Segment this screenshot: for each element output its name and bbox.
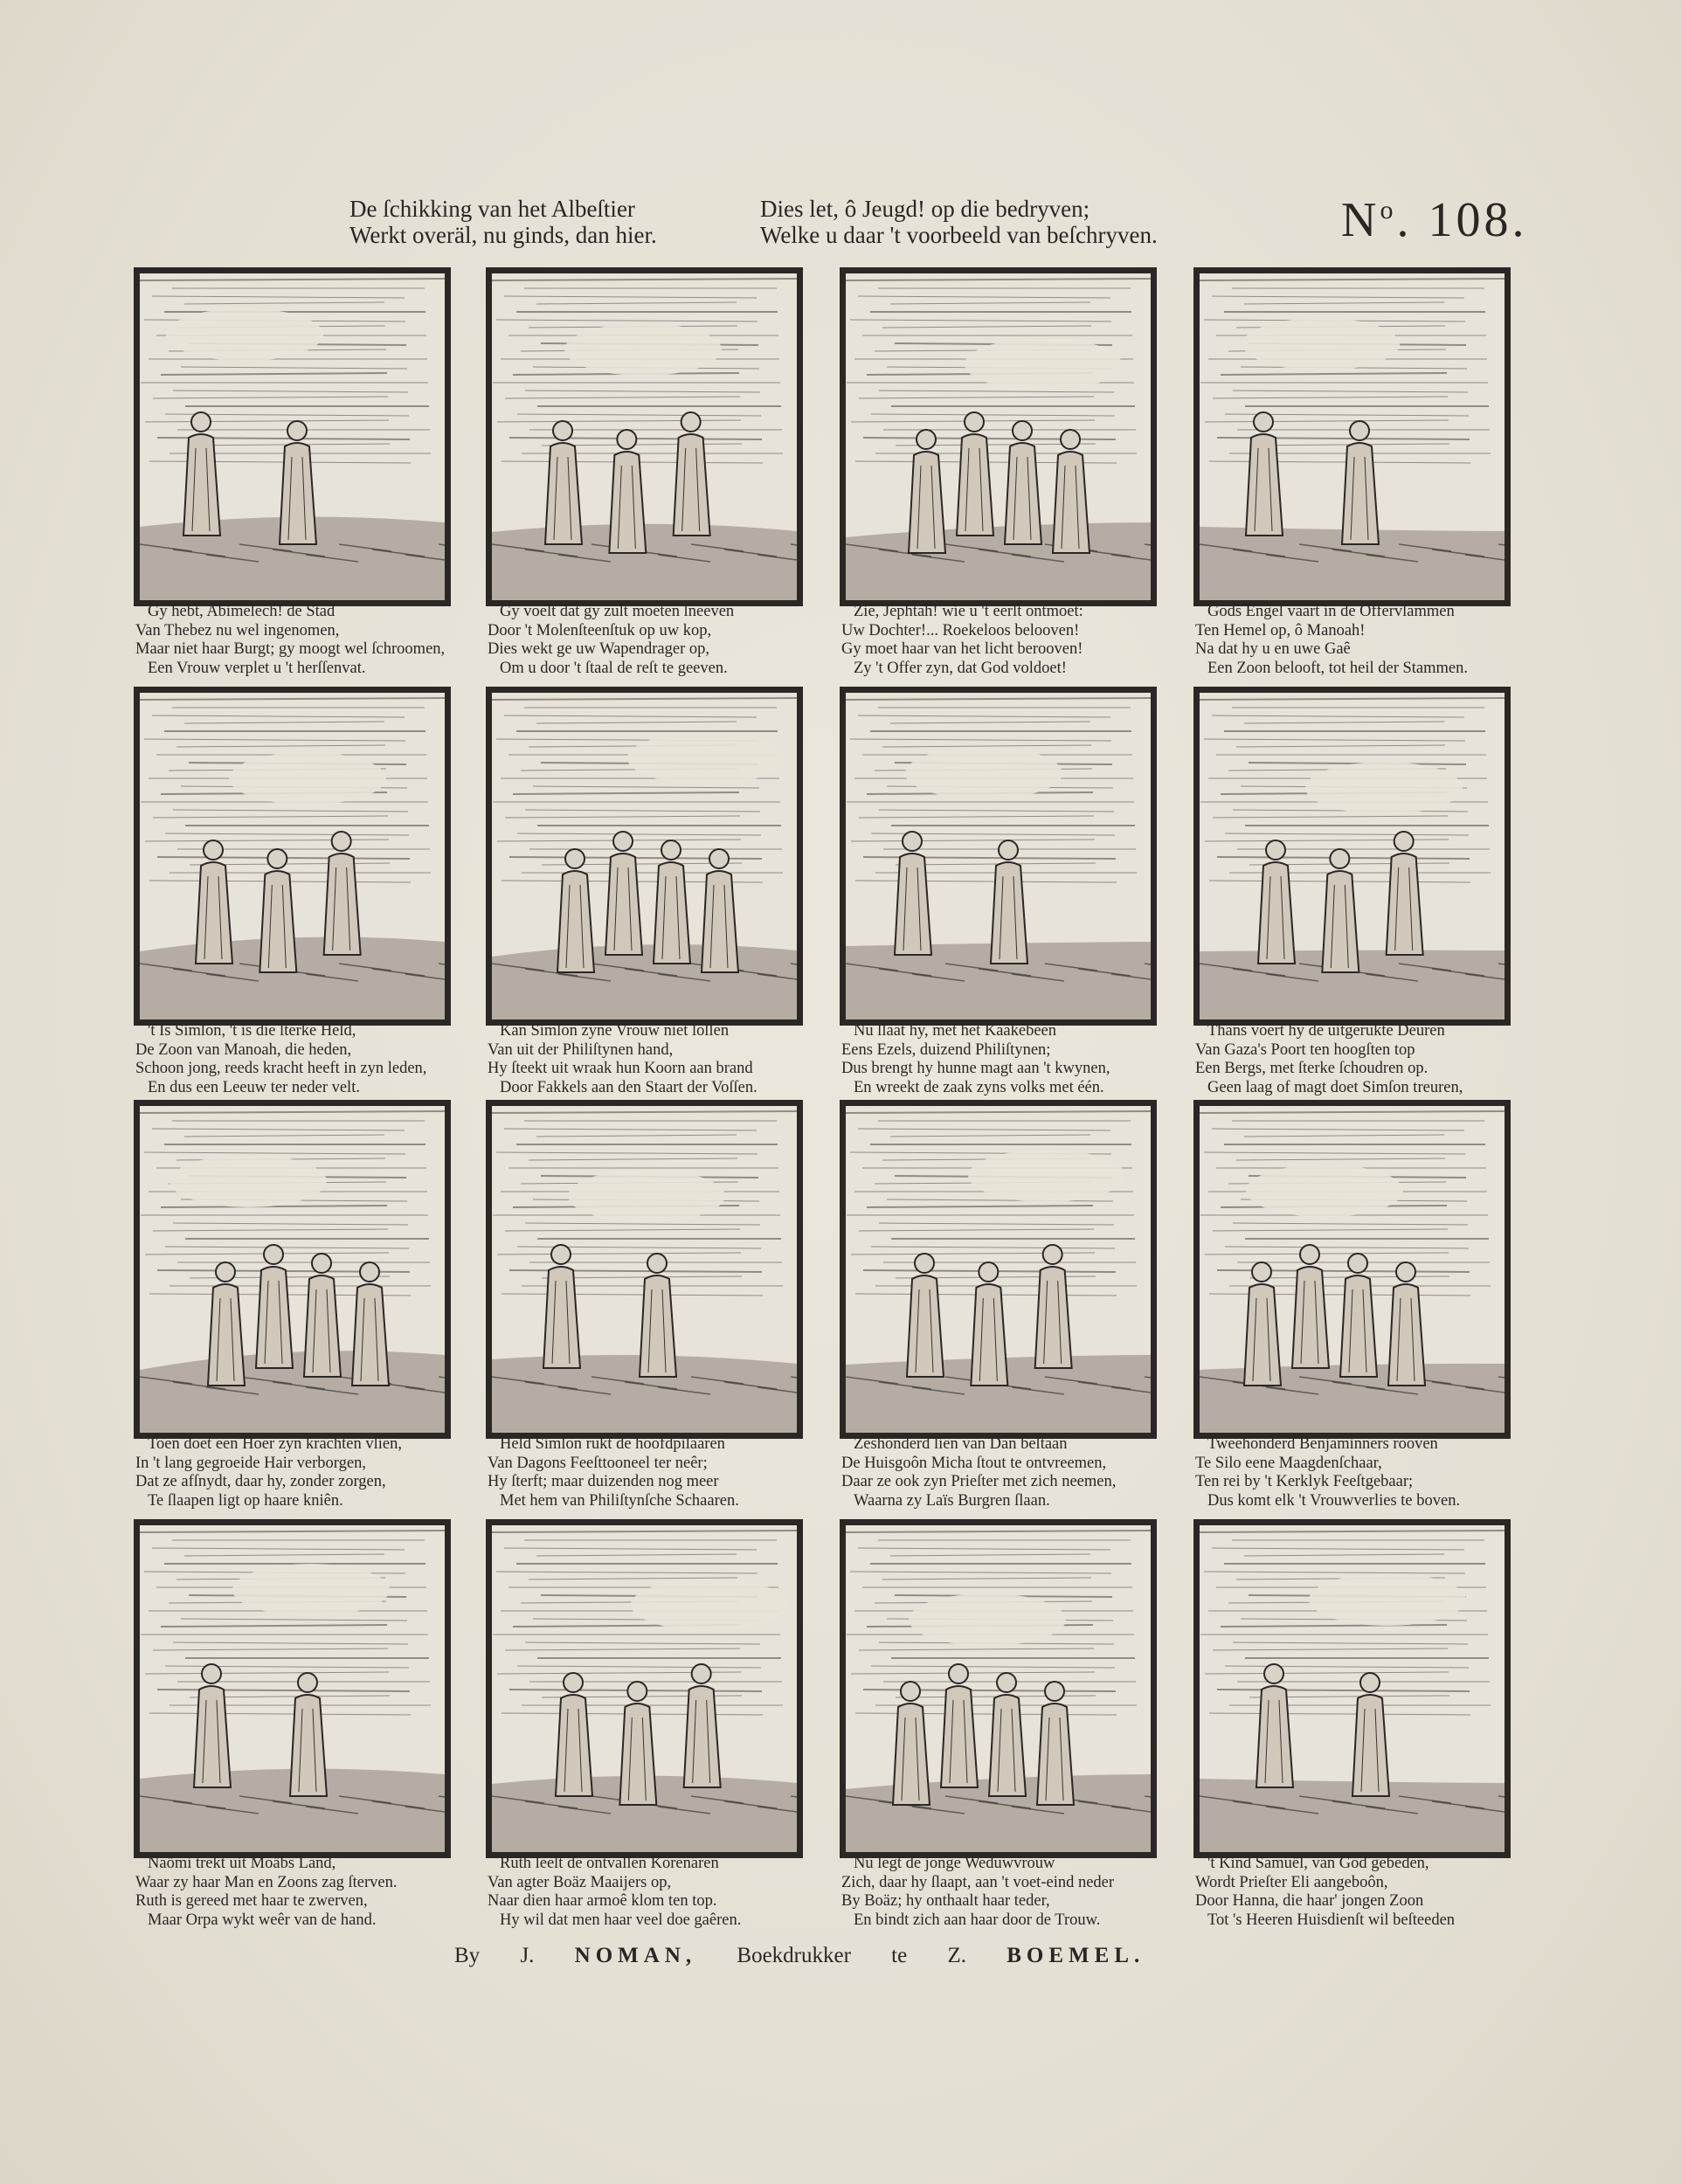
verse-line: Dies wekt ge uw Wapendrager op,	[488, 640, 710, 658]
woodcut-illustration	[486, 1100, 803, 1439]
imprint-te: te	[891, 1944, 908, 1967]
woodcut-illustration	[134, 1100, 451, 1439]
verse-line: Gods Engel vaart in de Offervlammen	[1207, 603, 1455, 620]
woodcut-illustration	[1193, 687, 1511, 1026]
woodcut-illustration	[840, 1100, 1157, 1439]
verse-line: 't Kind Samuël, van God gebeden,	[1207, 1855, 1429, 1872]
verse-line: Maar Orpa wykt weêr van de hand.	[148, 1911, 377, 1929]
verse-line: Van Thebez nu wel ingenomen,	[135, 621, 340, 639]
verse-caption	[1195, 1855, 1527, 1930]
verse-line: Dus brengt hy hunne magt aan 't kwynen,	[841, 1060, 1110, 1077]
verse-line: Een Bergs, met ſterke ſchoudren op.	[1195, 1060, 1429, 1077]
verse-line: Van agter Boäz Maaijers op,	[488, 1873, 672, 1891]
verse-line: Van uit der Philiſtynen hand,	[488, 1040, 674, 1059]
verse-caption	[488, 603, 820, 678]
verse-caption	[1195, 1435, 1527, 1510]
verse-line: Een Zoon belooft, tot heil der Stammen.	[1207, 659, 1468, 677]
verse-caption	[135, 1435, 467, 1510]
woodcut-illustration	[486, 1519, 803, 1858]
verse-caption	[488, 1435, 820, 1510]
imprint-initial: J.	[520, 1944, 535, 1967]
verse-line: Kan Simſon zyne Vrouw niet loſſen	[500, 1022, 730, 1040]
verse-line: Held Simſon rukt de hoofdpilaaren	[500, 1435, 725, 1453]
verse-line: Ruth leeſt de ontvallen Korenâren	[500, 1855, 719, 1872]
verse-line: Nu legt de jonge Weduwvrouw	[854, 1855, 1055, 1872]
verse-line: Van Gaza's Poort ten hoogſten top	[1195, 1040, 1415, 1059]
verse-line: Gy voelt dat gy zult moeten ſneeven	[500, 603, 735, 620]
verse-line: Een Vrouw verplet u 't herſſenvat.	[148, 659, 366, 677]
verse-caption	[135, 1855, 467, 1930]
verse-line: Te Silo eene Maagdenſchaar,	[1195, 1454, 1382, 1472]
verse-line: In 't lang gegroeide Hair verborgen,	[135, 1454, 366, 1472]
verse-line: Zy 't Offer zyn, dat God voldoet!	[854, 659, 1067, 677]
verse-line: Naar dien haar armoê klom ten top.	[488, 1892, 717, 1910]
woodcut-illustration	[840, 267, 1157, 606]
number-prefix: N	[1341, 193, 1380, 247]
woodcut-illustration	[1193, 1519, 1511, 1858]
woodcut-illustration	[486, 267, 803, 606]
verse-line: Thans voert hy de uitgerukte Deuren	[1207, 1022, 1445, 1040]
verse-line: Zie, Jephtah! wie u 't eerſt ontmoet:	[854, 603, 1083, 620]
verse-line: Schoon jong, reeds kracht heeft in zyn leden,	[135, 1060, 427, 1077]
verse-caption	[135, 603, 467, 678]
verse-caption	[841, 1855, 1173, 1930]
woodcut-illustration	[134, 1519, 451, 1858]
verse-line: Dus komt elk 't Vrouwverlies te boven.	[1207, 1491, 1461, 1510]
verse-line: Door Hanna, die haar' jongen Zoon	[1195, 1892, 1424, 1910]
imprint-trade: Boekdrukker	[737, 1944, 851, 1967]
verse-caption	[135, 1022, 467, 1097]
number-sup: o	[1380, 196, 1397, 225]
verse-line: Ruth is gereed met haar te zwerven,	[135, 1892, 368, 1910]
verse-line: De ſchikking van het Albeſtier	[349, 196, 635, 222]
woodcut-illustration	[134, 267, 451, 606]
verse-line: Maar niet haar Burgt; gy moogt wel ſchroomen,	[135, 640, 446, 658]
imprint	[454, 1944, 1176, 1968]
woodcut-illustration	[1193, 1100, 1511, 1439]
verse-line: Met hem van Philiſtynſche Schaaren.	[500, 1491, 739, 1510]
sheet-number	[1341, 192, 1527, 248]
verse-line: Waar zy haar Man en Zoons zag ſterven.	[135, 1873, 398, 1891]
verse-line: Om u door 't ſtaal de reſt te geeven.	[500, 659, 728, 677]
woodcut-illustration	[134, 687, 451, 1026]
verse-line: Geen laag of magt doet Simſon treuren,	[1207, 1078, 1463, 1096]
verse-caption	[841, 1435, 1173, 1510]
header-verse-right	[760, 196, 1158, 248]
verse-line: Daar ze ook zyn Prieſter met zich neemen,	[841, 1473, 1117, 1490]
verse-line: Waarna zy Laïs Burgren ſlaan.	[854, 1491, 1050, 1510]
verse-caption	[488, 1855, 820, 1930]
verse-line: Welke u daar 't voorbeeld van beſchryven.	[760, 222, 1158, 248]
verse-line: Dat ze afſnydt, daar hy, zonder zorgen,	[135, 1473, 386, 1490]
verse-line: Door Fakkels aan den Staart der Voſſen.	[500, 1078, 757, 1096]
verse-line: De Zoon van Manoah, die heden,	[135, 1040, 352, 1059]
woodcut-illustration	[840, 1519, 1157, 1858]
verse-line: Hy ſterft; maar duizenden nog meer	[488, 1473, 719, 1490]
verse-line: Te ſlaapen ligt op haare kniên.	[148, 1491, 343, 1510]
verse-line: Eens Ezels, duizend Philiſtynen;	[841, 1040, 1051, 1059]
imprint-place: BOEMEL.	[1007, 1944, 1145, 1967]
verse-caption	[488, 1022, 820, 1097]
verse-caption	[1195, 603, 1527, 678]
verse-line: Nu ſlaat hy, met het Kaakebeen	[854, 1022, 1057, 1040]
woodcut-illustration	[840, 687, 1157, 1026]
verse-caption	[841, 603, 1173, 678]
imprint-place-initial: Z.	[947, 1944, 966, 1967]
verse-line: Zeshonderd liên van Dan beſtaan	[854, 1435, 1068, 1453]
verse-caption	[1195, 1022, 1527, 1097]
header-verse-left	[349, 196, 657, 248]
verse-line: Toen doet een Hoer zyn krachten vlien,	[148, 1435, 402, 1453]
verse-line: Gy hebt, Abimelech! de Stad	[148, 603, 336, 620]
verse-line: En wreekt de zaak zyns volks met één.	[854, 1078, 1104, 1096]
verse-line: De Huisgoôn Micha ſtout te ontvreemen,	[841, 1454, 1107, 1472]
verse-line: Tot 's Heeren Huisdienſt wil beſteeden	[1207, 1911, 1456, 1929]
verse-line: Werkt overäl, nu ginds, dan hier.	[349, 222, 657, 248]
verse-line: Uw Dochter!... Roekeloos belooven!	[841, 621, 1080, 639]
verse-line: Ten Hemel op, ô Manoah!	[1195, 621, 1366, 639]
verse-line: Naömi trekt uit Moäbs Land,	[148, 1855, 336, 1872]
woodcut-illustration	[486, 687, 803, 1026]
verse-line: Gy moet haar van het licht berooven!	[841, 640, 1083, 658]
verse-line: By Boäz; hy onthaalt haar teder,	[841, 1892, 1050, 1910]
imprint-printer: NOMAN,	[574, 1944, 697, 1967]
woodcut-illustration	[1193, 267, 1511, 606]
verse-line: Hy ſteekt uit wraak hun Koorn aan brand	[488, 1060, 753, 1077]
verse-line: Ten rei by 't Kerklyk Feeſtgebaar;	[1195, 1473, 1414, 1490]
verse-line: En bindt zich aan haar door de Trouw.	[854, 1911, 1101, 1929]
verse-line: 't Is Simſon, 't is die ſterke Held,	[148, 1022, 356, 1040]
verse-line: Van Dagons Feeſttooneel ter neêr;	[488, 1454, 708, 1472]
verse-line: Na dat hy u en uwe Gaê	[1195, 640, 1351, 658]
number-value: . 108.	[1396, 193, 1528, 247]
verse-line: Tweehonderd Benjaminners rooven	[1207, 1435, 1438, 1453]
verse-line: Door 't Molenſteenſtuk op uw kop,	[488, 621, 712, 639]
verse-line: Hy wil dat men haar veel doe gaêren.	[500, 1911, 742, 1929]
verse-line: Zich, daar hy ſlaapt, aan 't voet-eind neder	[841, 1873, 1115, 1891]
verse-line: Dies let, ô Jeugd! op die bedryven;	[760, 196, 1090, 222]
imprint-by: By	[454, 1944, 481, 1967]
verse-caption	[841, 1022, 1173, 1097]
verse-line: En dus een Leeuw ter neder velt.	[148, 1078, 360, 1096]
verse-line: Wordt Prieſter Eli aangeboôn,	[1195, 1873, 1388, 1891]
